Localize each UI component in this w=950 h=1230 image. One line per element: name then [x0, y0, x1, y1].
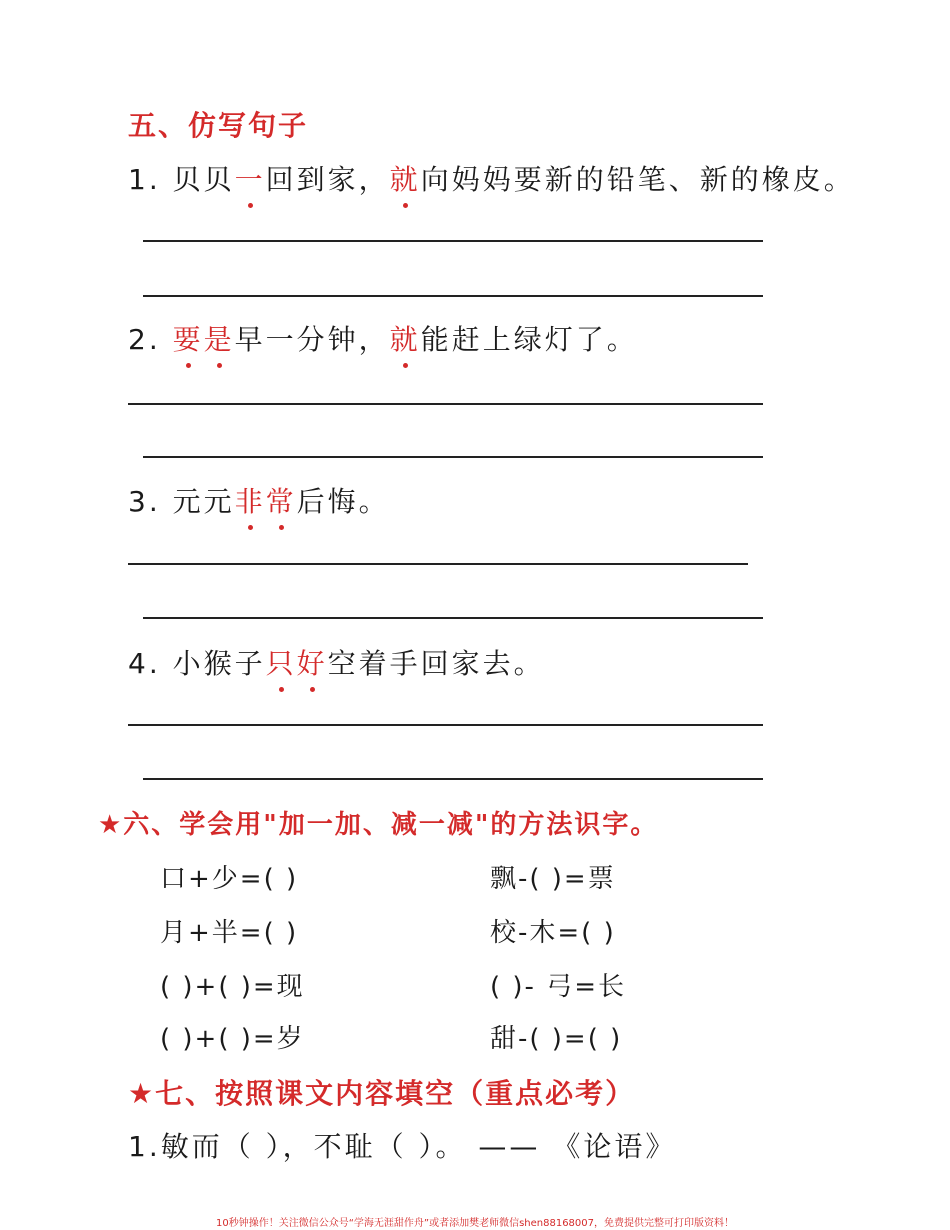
answer-line[interactable]	[128, 563, 748, 565]
equation-left-4[interactable]: ( )+( )=岁	[160, 1024, 305, 1054]
keyword: 只	[266, 642, 297, 682]
keyword: 就	[390, 158, 421, 198]
keyword: 好	[297, 642, 328, 682]
sentence-text: 贝贝	[172, 163, 235, 196]
keyword: 要	[173, 318, 204, 358]
equation-left-1[interactable]: 口+少=( )	[160, 864, 299, 894]
sentence-number: 4.	[128, 647, 161, 680]
sentence-number: 2.	[128, 323, 161, 356]
keyword: 是	[204, 318, 235, 358]
answer-line[interactable]	[143, 778, 763, 780]
keyword: 常	[266, 480, 297, 520]
equation-left-3[interactable]: ( )+( )=现	[160, 972, 305, 1002]
answer-line[interactable]	[143, 240, 763, 242]
footer-note: 10秒钟操作！关注微信公众号“学海无涯甜作舟”或者添加樊老师微信shen88168007，免费提供完整可打印版资料！	[215, 1218, 735, 1229]
sentence-2	[128, 318, 638, 358]
sentence-text: 回到家，	[265, 163, 390, 196]
equation-left-2[interactable]: 月+半=( )	[160, 918, 299, 948]
sentence-text: 向妈妈要新的铅笔、新的橡皮。	[420, 163, 855, 196]
answer-line[interactable]	[128, 403, 763, 405]
sentence-text: 元元	[172, 485, 235, 518]
sentence-text: 后悔。	[296, 485, 390, 518]
keyword: 非	[235, 480, 266, 520]
answer-line[interactable]	[143, 456, 763, 458]
section5-title: 五、仿写句子	[128, 109, 309, 142]
equation-right-1[interactable]: 飘-( )=票	[490, 864, 616, 894]
section6-title: ★六、学会用"加一加、减一减"的方法识字。	[98, 810, 659, 840]
sentence-number: 3.	[128, 485, 161, 518]
keyword: 就	[390, 318, 421, 358]
section7-title: ★七、按照课文内容填空（重点必考）	[128, 1077, 636, 1110]
sentence-3	[128, 480, 390, 520]
equation-right-2[interactable]: 校-木=( )	[490, 918, 616, 948]
answer-line[interactable]	[128, 724, 763, 726]
equation-right-4[interactable]: 甜-( )=( )	[490, 1024, 623, 1054]
answer-line[interactable]	[143, 295, 763, 297]
sentence-number: 1.	[128, 163, 161, 196]
keyword: 一	[235, 158, 266, 198]
sentence-text: 能赶上绿灯了。	[420, 323, 638, 356]
sentence-text: 小猴子	[172, 647, 266, 680]
sentence-1	[128, 158, 855, 198]
sentence-4	[128, 642, 545, 682]
fill-blank-1[interactable]: 1.敏而（ ），不耻（ ）。 —— 《论语》	[128, 1130, 677, 1163]
sentence-text: 空着手回家去。	[327, 647, 545, 680]
sentence-text: 早一分钟，	[234, 323, 390, 356]
equation-right-3[interactable]: ( )- 弓=长	[490, 972, 626, 1002]
answer-line[interactable]	[143, 617, 763, 619]
